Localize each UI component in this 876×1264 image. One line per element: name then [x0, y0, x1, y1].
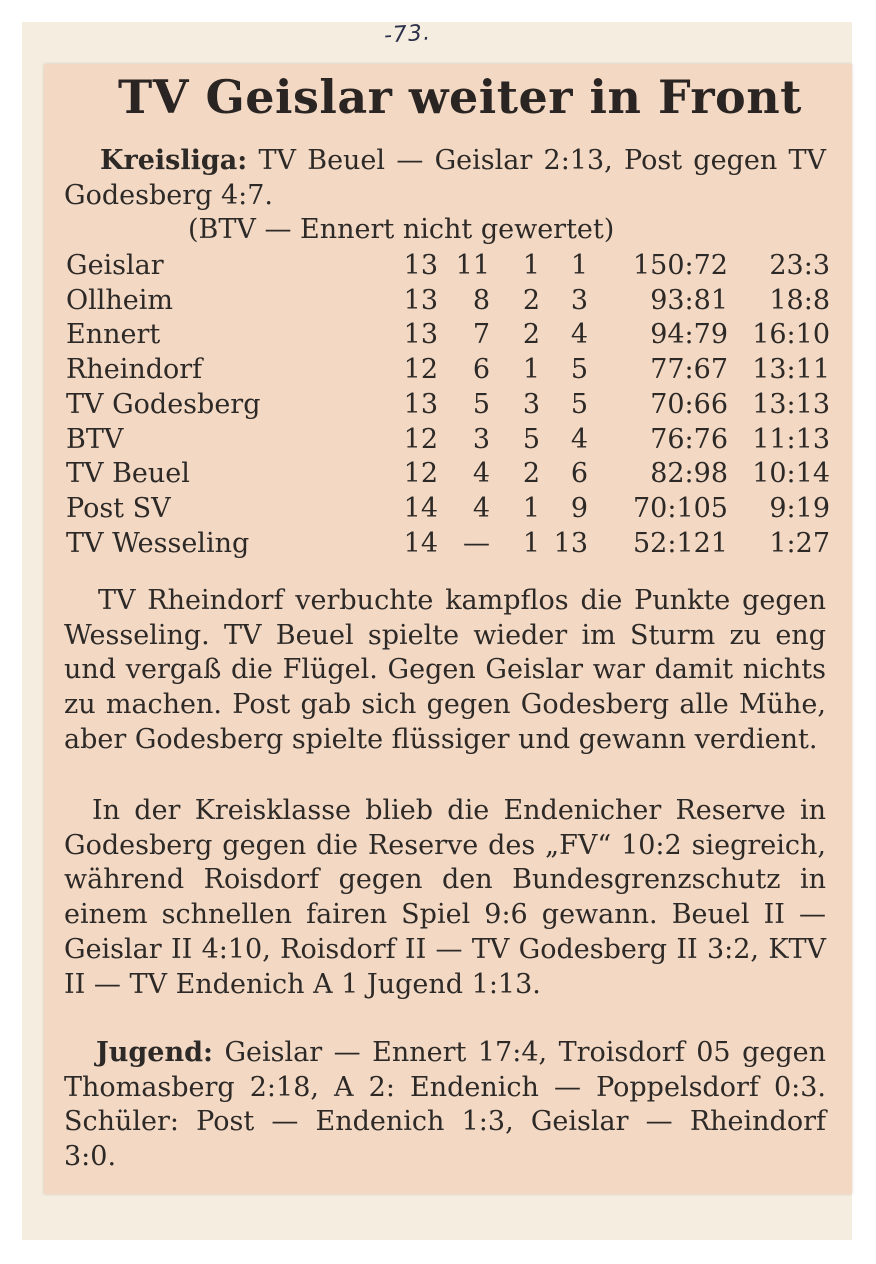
- cell-won: 4: [472, 492, 490, 524]
- cell-points: 16:10: [752, 319, 830, 351]
- cell-played: 12: [403, 458, 438, 490]
- cell-drawn: 2: [522, 458, 540, 490]
- cell-drawn: 2: [522, 319, 540, 351]
- cell-drawn: 3: [522, 388, 540, 420]
- cell-played: 13: [403, 284, 438, 316]
- cell-team: Ollheim: [66, 284, 174, 316]
- cell-team: Ennert: [66, 319, 161, 351]
- cell-played: 14: [403, 492, 438, 524]
- cell-points: 1:27: [769, 527, 830, 559]
- cell-won: 7: [472, 319, 490, 351]
- cell-points: 18:8: [769, 284, 830, 316]
- cell-points: 13:13: [752, 388, 830, 420]
- cell-drawn: 1: [522, 354, 540, 386]
- cell-points: 9:19: [769, 492, 830, 524]
- cell-points: 23:3: [769, 250, 830, 281]
- cell-won: —: [463, 527, 490, 559]
- cell-goals: 93:81: [650, 284, 728, 316]
- headline: TV Geislar weiter in Front: [118, 70, 802, 124]
- body-paragraph-1: TV Rheindorf verbuchte kampflos die Punkte gegen Wesseling. TV Beuel spielte wieder im Sturm zu eng und vergaß die Flügel. Gegen Geislar war damit nichts zu machen. Post gab sich gegen Godesberg alle Mühe, aber Godesberg spielte flüssiger und gewann verdient.: [64, 585, 826, 755]
- cell-played: 12: [403, 354, 438, 386]
- cell-team: TV Wesseling: [66, 527, 250, 559]
- cell-goals: 82:98: [650, 458, 728, 490]
- body-paragraph-3: [64, 1036, 826, 1175]
- cell-goals: 52:121: [633, 527, 728, 559]
- youth-text: Geislar — Ennert 17:4, Troisdorf 05 gegen Thomasberg 2:18, A 2: Endenich — Poppelsdorf 0:3. Schüler: Post — Endenich 1:3, Geislar — Rheindorf 3:0.: [64, 1037, 826, 1173]
- cell-goals: 70:66: [650, 388, 728, 420]
- cell-won: 6: [472, 354, 490, 386]
- table-row: [64, 458, 834, 492]
- cell-goals: 76:76: [650, 423, 728, 455]
- cell-won: 5: [472, 388, 490, 420]
- cell-lost: 5: [570, 354, 588, 386]
- intro-text: TV Beuel — Geislar 2:13, Post gegen TV Godesberg 4:7.: [64, 145, 826, 211]
- cell-lost: 4: [570, 319, 588, 351]
- table-row: [64, 319, 834, 353]
- handwritten-note: -73.: [383, 20, 432, 49]
- cell-team: Geislar: [66, 250, 164, 281]
- cell-won: 4: [472, 458, 490, 490]
- cell-lost: 3: [570, 284, 588, 316]
- cell-won: 11: [455, 250, 490, 281]
- table-row: [64, 424, 834, 458]
- cell-won: 8: [472, 284, 490, 316]
- cell-goals: 94:79: [650, 319, 728, 351]
- cell-points: 13:11: [752, 354, 830, 386]
- cell-goals: 70:105: [633, 492, 728, 524]
- cell-drawn: 1: [522, 527, 540, 559]
- cell-points: 10:14: [752, 458, 830, 490]
- youth-lead: Jugend:: [96, 1037, 213, 1068]
- cell-played: 13: [403, 319, 438, 351]
- cell-drawn: 5: [522, 423, 540, 455]
- cell-drawn: 2: [522, 284, 540, 316]
- intro-lead: Kreisliga:: [100, 145, 248, 176]
- cell-won: 3: [472, 423, 490, 455]
- cell-lost: 9: [570, 492, 588, 524]
- cell-team: BTV: [66, 423, 124, 455]
- cell-played: 12: [403, 423, 438, 455]
- table-row: [64, 493, 834, 527]
- cell-lost: 6: [570, 458, 588, 490]
- cell-lost: 4: [570, 423, 588, 455]
- body-paragraph-2: In der Kreisklasse blieb die Endenicher Reserve in Godesberg gegen die Reserve des „FV“ 10:2 siegreich, während Roisdorf gegen den Bundesgrenzschutz in einem schnellen fairen Spiel 9:6 gewann. Beuel II — Geislar II 4:10, Roisdorf II — TV Godesberg II 3:2, KTV II — TV Endenich A 1 Jugend 1:13.: [64, 795, 826, 1000]
- table-row: [64, 250, 834, 284]
- cell-played: 14: [403, 527, 438, 559]
- table-row: [64, 528, 834, 562]
- cell-played: 13: [403, 250, 438, 281]
- cell-team: Post SV: [66, 492, 171, 524]
- cell-team: Rheindorf: [66, 354, 203, 386]
- cell-played: 13: [403, 388, 438, 420]
- intro-paragraph: [64, 144, 826, 213]
- cell-drawn: 1: [522, 250, 540, 281]
- cell-lost: 13: [553, 527, 588, 559]
- cell-goals: 150:72: [633, 250, 728, 281]
- cell-goals: 77:67: [650, 354, 728, 386]
- cell-lost: 5: [570, 388, 588, 420]
- note: (BTV — Ennert nicht gewertet): [188, 214, 615, 245]
- table-row: [64, 354, 834, 388]
- cell-drawn: 1: [522, 492, 540, 524]
- table-row: [64, 389, 834, 423]
- cell-points: 11:13: [752, 423, 830, 455]
- cell-team: TV Godesberg: [66, 388, 261, 420]
- cell-team: TV Beuel: [66, 458, 190, 490]
- table-row: [64, 285, 834, 319]
- cell-lost: 1: [570, 250, 588, 281]
